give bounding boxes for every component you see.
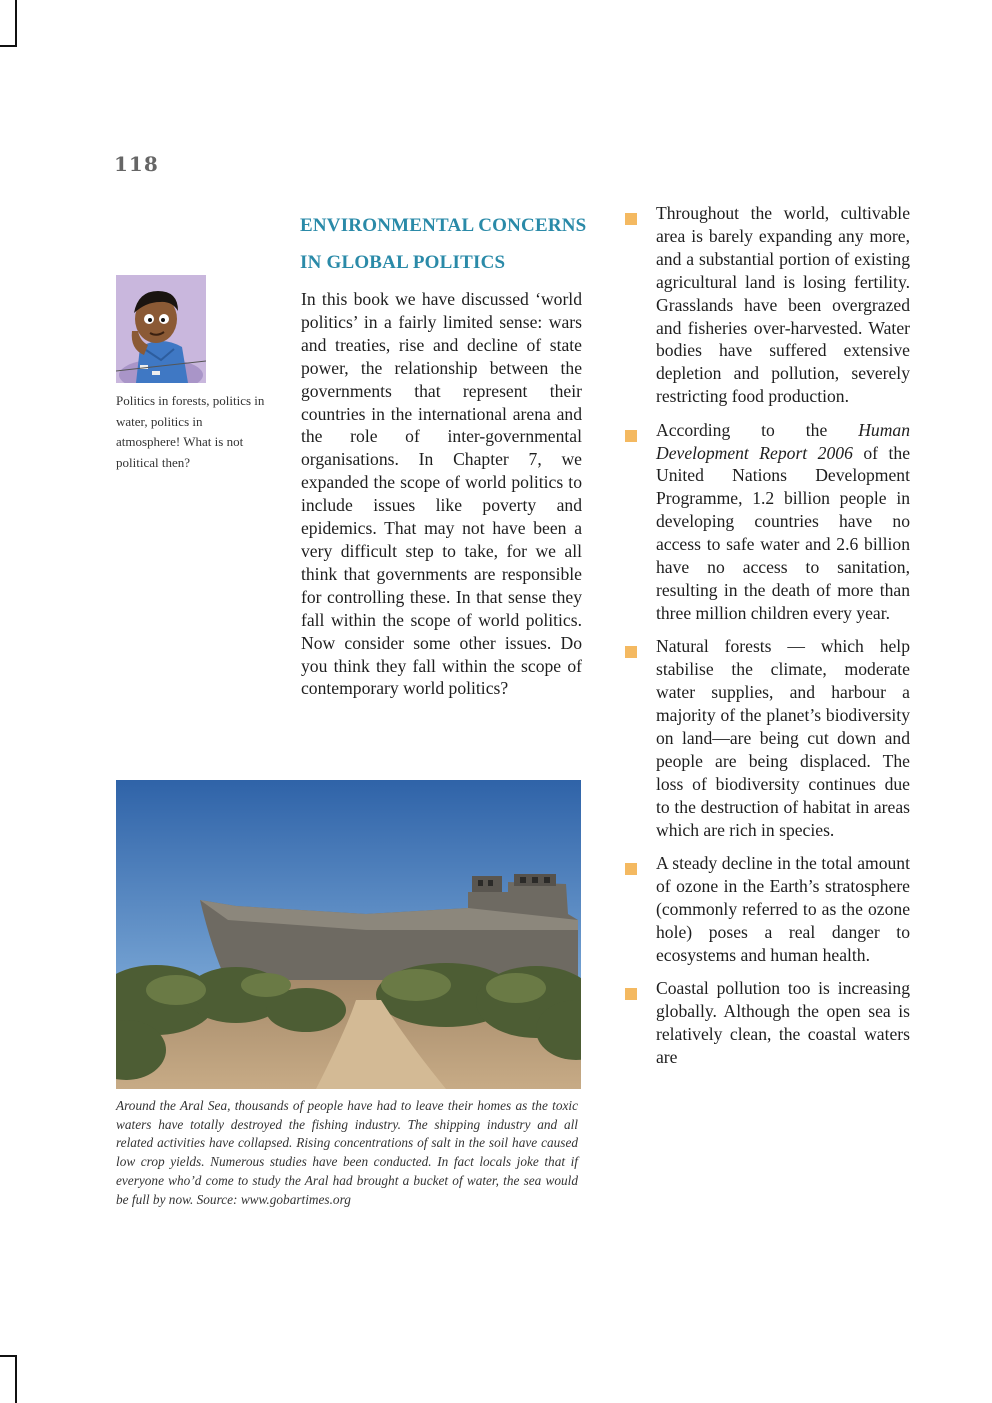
aral-sea-shipwreck-photo <box>116 780 581 1089</box>
bullet-text: Throughout the world, cultivable area is barely expanding any more, and a substantial portion of existing agricultural land is losing fertility. Grasslands have been overgrazed and fisheries over-harvested. Water bodies have suffered extensive depletion and pollution, severely restricting food production. <box>656 203 910 407</box>
bullet-square-icon <box>625 646 637 658</box>
cartoon-illustration <box>116 275 206 383</box>
bullet-square-icon <box>625 430 637 442</box>
cartoon-caption: Politics in forests, politics in water, politics in atmosphere! What is not political then? <box>116 393 265 470</box>
bullet-text <box>656 419 910 625</box>
report-title: Human Development Report 2006 <box>656 419 910 463</box>
crop-mark-bottom-horizontal <box>0 1355 17 1357</box>
section-heading <box>300 207 590 281</box>
bullet-square-icon <box>625 213 637 225</box>
bullet-text: Natural forests — which help stabilise the climate, moderate water supplies, and harbour a majority of the planet’s biodiversity on land—are being cut down and people are being displaced. The loss of biodiversity continues due to the destruction of habitat in areas which are rich in species. <box>656 636 910 840</box>
crop-mark-bottom-vertical <box>15 1355 17 1403</box>
photo-caption: Around the Aral Sea, thousands of people have had to leave their homes as the toxic waters have totally destroyed the fishing industry. The shipping industry and all related activities have collapsed. Rising concentrations of salt in the soil have caused low crop yields. Numerous studies have been conducted. In fact locals joke that if everyone who’d come to study the Aral had brought a bucket of water, the sea would be full by now. Source: www.gobartimes.org <box>116 1098 578 1207</box>
bullet-list <box>625 202 910 1079</box>
bullet-text-end: of the United Nations Development Programme, 1.2 billion people in developing countries have no access to safe water and 2.6 billion have no access to sanitation, resulting in the death of more than three million children every year. <box>656 442 911 623</box>
intro-paragraph: In this book we have discussed ‘world politics’ in a fairly limited sense: wars and treaties, rise and decline of state power, the relationship between the governments that represent their countries in the international arena and the role of inter-governmental organisations. In Chapter 7, we expanded the scope of world politics to include issues like poverty and epidemics. That may not have been a very difficult step to take, for we all think that governments are responsible for controlling these. In that sense they fall within the scope of world politics. Now consider some other issues. Do you think they fall within the scope of contemporary world politics? <box>301 289 582 699</box>
bullet-item-ozone <box>625 852 910 967</box>
bullet-item-land <box>625 202 910 408</box>
page-number: 118 <box>114 152 159 176</box>
section-heading-line-2: IN GLOBAL POLITICS <box>300 252 506 273</box>
bullet-item-forests <box>625 635 910 841</box>
bullet-square-icon <box>625 988 637 1000</box>
section-heading-line-1: ENVIRONMENTAL CONCERNS <box>300 215 587 236</box>
bullet-item-coastal <box>625 977 910 1069</box>
crop-mark-top-vertical <box>15 0 17 47</box>
bullet-square-icon <box>625 863 637 875</box>
crop-mark-top-horizontal <box>0 45 17 47</box>
bullet-item-water <box>625 419 910 625</box>
bullet-text-start: According to the <box>656 419 859 440</box>
bullet-text: A steady decline in the total amount of ozone in the Earth’s stratosphere (commonly referred to as the ozone hole) poses a real danger to ecosystems and human health. <box>656 852 910 965</box>
bullet-text: Coastal pollution too is increasing globally. Although the open sea is relatively clean, the coastal waters are <box>656 978 910 1067</box>
